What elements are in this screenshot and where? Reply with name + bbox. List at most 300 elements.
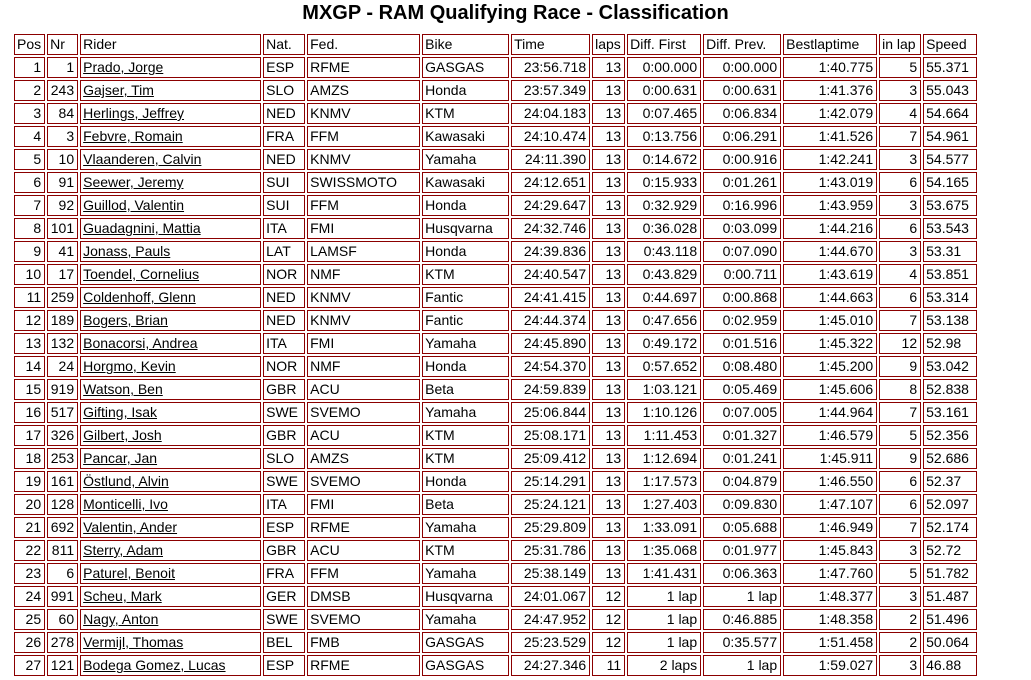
cell-fed: AMZS bbox=[307, 80, 420, 101]
cell-rider bbox=[80, 402, 261, 423]
rider-link[interactable]: Valentin, Ander bbox=[83, 519, 178, 535]
cell-time: 24:12.651 bbox=[511, 172, 590, 193]
cell-pos: 17 bbox=[14, 425, 45, 446]
cell-diff-first: 0:14.672 bbox=[627, 149, 701, 170]
cell-time: 24:41.415 bbox=[511, 287, 590, 308]
cell-bestlaptime: 1:45.606 bbox=[783, 379, 877, 400]
table-row bbox=[14, 287, 977, 308]
cell-nat: NOR bbox=[263, 264, 305, 285]
cell-rider bbox=[80, 80, 261, 101]
cell-speed: 52.097 bbox=[923, 494, 977, 515]
cell-in-lap: 8 bbox=[879, 379, 921, 400]
cell-speed: 52.686 bbox=[923, 448, 977, 469]
cell-speed: 54.664 bbox=[923, 103, 977, 124]
cell-bestlaptime: 1:44.216 bbox=[783, 218, 877, 239]
cell-speed: 53.161 bbox=[923, 402, 977, 423]
cell-laps: 13 bbox=[592, 517, 625, 538]
cell-in-lap: 7 bbox=[879, 126, 921, 147]
cell-rider bbox=[80, 195, 261, 216]
cell-in-lap: 3 bbox=[879, 149, 921, 170]
cell-nr: 128 bbox=[47, 494, 78, 515]
table-row bbox=[14, 149, 977, 170]
cell-diff-prev: 0:00.868 bbox=[703, 287, 781, 308]
column-header-diff-prev: Diff. Prev. bbox=[703, 34, 781, 55]
rider-link[interactable]: Gajser, Tim bbox=[83, 82, 154, 98]
cell-pos: 19 bbox=[14, 471, 45, 492]
table-row bbox=[14, 425, 977, 446]
column-header-time: Time bbox=[511, 34, 590, 55]
cell-bike: Yamaha bbox=[422, 563, 509, 584]
cell-in-lap: 7 bbox=[879, 402, 921, 423]
cell-bestlaptime: 1:44.964 bbox=[783, 402, 877, 423]
table-row bbox=[14, 333, 977, 354]
cell-nr: 84 bbox=[47, 103, 78, 124]
cell-pos: 26 bbox=[14, 632, 45, 653]
cell-diff-prev: 0:00.711 bbox=[703, 264, 781, 285]
cell-laps: 13 bbox=[592, 425, 625, 446]
table-row bbox=[14, 586, 977, 607]
cell-in-lap: 12 bbox=[879, 333, 921, 354]
cell-diff-first: 0:43.829 bbox=[627, 264, 701, 285]
cell-rider bbox=[80, 586, 261, 607]
cell-laps: 13 bbox=[592, 80, 625, 101]
cell-diff-prev: 0:00.000 bbox=[703, 57, 781, 78]
cell-bike: Kawasaki bbox=[422, 172, 509, 193]
cell-diff-first: 0:57.652 bbox=[627, 356, 701, 377]
cell-speed: 54.961 bbox=[923, 126, 977, 147]
cell-rider bbox=[80, 103, 261, 124]
table-row bbox=[14, 448, 977, 469]
cell-time: 25:31.786 bbox=[511, 540, 590, 561]
cell-pos: 8 bbox=[14, 218, 45, 239]
rider-link[interactable]: Bogers, Brian bbox=[83, 312, 168, 328]
cell-rider bbox=[80, 517, 261, 538]
cell-diff-first: 0:49.172 bbox=[627, 333, 701, 354]
cell-time: 24:40.547 bbox=[511, 264, 590, 285]
table-row bbox=[14, 195, 977, 216]
cell-time: 24:10.474 bbox=[511, 126, 590, 147]
rider-link[interactable]: Paturel, Benoit bbox=[83, 565, 175, 581]
cell-diff-first: 1:17.573 bbox=[627, 471, 701, 492]
cell-bestlaptime: 1:43.619 bbox=[783, 264, 877, 285]
cell-nr: 91 bbox=[47, 172, 78, 193]
cell-in-lap: 3 bbox=[879, 241, 921, 262]
cell-nat: ITA bbox=[263, 333, 305, 354]
cell-laps: 12 bbox=[592, 632, 625, 653]
cell-diff-prev: 0:05.688 bbox=[703, 517, 781, 538]
rider-link[interactable]: Vermijl, Thomas bbox=[83, 634, 184, 650]
cell-diff-prev: 0:07.005 bbox=[703, 402, 781, 423]
cell-bestlaptime: 1:46.949 bbox=[783, 517, 877, 538]
cell-nr: 326 bbox=[47, 425, 78, 446]
page-title: MXGP - RAM Qualifying Race - Classification bbox=[302, 2, 729, 24]
cell-laps: 13 bbox=[592, 563, 625, 584]
cell-time: 25:14.291 bbox=[511, 471, 590, 492]
rider-link[interactable]: Vlaanderen, Calvin bbox=[83, 151, 202, 167]
cell-time: 25:38.149 bbox=[511, 563, 590, 584]
cell-nat: SLO bbox=[263, 448, 305, 469]
table-row bbox=[14, 172, 977, 193]
cell-in-lap: 2 bbox=[879, 632, 921, 653]
cell-in-lap: 6 bbox=[879, 218, 921, 239]
cell-pos: 5 bbox=[14, 149, 45, 170]
cell-fed: KNMV bbox=[307, 310, 420, 331]
cell-bestlaptime: 1:45.322 bbox=[783, 333, 877, 354]
cell-diff-prev: 0:35.577 bbox=[703, 632, 781, 653]
cell-pos: 20 bbox=[14, 494, 45, 515]
rider-link[interactable]: Guillod, Valentin bbox=[83, 197, 185, 213]
cell-time: 24:54.370 bbox=[511, 356, 590, 377]
cell-pos: 16 bbox=[14, 402, 45, 423]
cell-bestlaptime: 1:40.775 bbox=[783, 57, 877, 78]
column-header-laps: laps bbox=[592, 34, 625, 55]
cell-fed: FFM bbox=[307, 195, 420, 216]
cell-laps: 13 bbox=[592, 402, 625, 423]
cell-pos: 1 bbox=[14, 57, 45, 78]
cell-in-lap: 3 bbox=[879, 655, 921, 676]
cell-rider bbox=[80, 609, 261, 630]
cell-bestlaptime: 1:45.010 bbox=[783, 310, 877, 331]
cell-rider bbox=[80, 149, 261, 170]
cell-nat: SUI bbox=[263, 172, 305, 193]
cell-laps: 13 bbox=[592, 218, 625, 239]
table-row bbox=[14, 494, 977, 515]
cell-nat: FRA bbox=[263, 563, 305, 584]
cell-laps: 13 bbox=[592, 264, 625, 285]
cell-laps: 13 bbox=[592, 379, 625, 400]
cell-fed: SWISSMOTO bbox=[307, 172, 420, 193]
cell-speed: 53.543 bbox=[923, 218, 977, 239]
cell-bike: GASGAS bbox=[422, 655, 509, 676]
rider-link[interactable]: Toendel, Cornelius bbox=[83, 266, 200, 282]
cell-bike: KTM bbox=[422, 103, 509, 124]
cell-rider bbox=[80, 563, 261, 584]
cell-bestlaptime: 1:42.241 bbox=[783, 149, 877, 170]
cell-bestlaptime: 1:42.079 bbox=[783, 103, 877, 124]
cell-nat: ITA bbox=[263, 218, 305, 239]
cell-time: 24:29.647 bbox=[511, 195, 590, 216]
table-header-row bbox=[14, 34, 977, 55]
cell-nr: 189 bbox=[47, 310, 78, 331]
cell-bike: Yamaha bbox=[422, 333, 509, 354]
column-header-diff-first: Diff. First bbox=[627, 34, 701, 55]
rider-link[interactable]: Guadagnini, Mattia bbox=[83, 220, 201, 236]
cell-fed: ACU bbox=[307, 425, 420, 446]
cell-in-lap: 5 bbox=[879, 425, 921, 446]
cell-time: 25:09.412 bbox=[511, 448, 590, 469]
cell-pos: 10 bbox=[14, 264, 45, 285]
cell-fed: FFM bbox=[307, 126, 420, 147]
cell-bike: Honda bbox=[422, 80, 509, 101]
cell-nr: 10 bbox=[47, 149, 78, 170]
cell-diff-first: 1:41.431 bbox=[627, 563, 701, 584]
cell-nat: FRA bbox=[263, 126, 305, 147]
cell-time: 25:06.844 bbox=[511, 402, 590, 423]
cell-nat: SWE bbox=[263, 471, 305, 492]
cell-nat: GBR bbox=[263, 379, 305, 400]
cell-nat: SWE bbox=[263, 402, 305, 423]
cell-nr: 6 bbox=[47, 563, 78, 584]
cell-speed: 53.138 bbox=[923, 310, 977, 331]
cell-fed: SVEMO bbox=[307, 471, 420, 492]
cell-fed: ACU bbox=[307, 379, 420, 400]
cell-pos: 2 bbox=[14, 80, 45, 101]
rider-link[interactable]: Coldenhoff, Glenn bbox=[83, 289, 196, 305]
cell-bestlaptime: 1:45.200 bbox=[783, 356, 877, 377]
table-row bbox=[14, 80, 977, 101]
cell-time: 24:01.067 bbox=[511, 586, 590, 607]
cell-nat: ESP bbox=[263, 517, 305, 538]
cell-bike: Yamaha bbox=[422, 609, 509, 630]
cell-speed: 54.165 bbox=[923, 172, 977, 193]
cell-in-lap: 3 bbox=[879, 195, 921, 216]
rider-link[interactable]: Sterry, Adam bbox=[83, 542, 164, 558]
cell-nr: 161 bbox=[47, 471, 78, 492]
cell-bike: GASGAS bbox=[422, 57, 509, 78]
cell-laps: 13 bbox=[592, 57, 625, 78]
cell-bestlaptime: 1:46.579 bbox=[783, 425, 877, 446]
cell-bestlaptime: 1:45.911 bbox=[783, 448, 877, 469]
rider-link[interactable]: Jonass, Pauls bbox=[83, 243, 171, 259]
cell-speed: 52.37 bbox=[923, 471, 977, 492]
cell-in-lap: 5 bbox=[879, 57, 921, 78]
cell-in-lap: 4 bbox=[879, 264, 921, 285]
cell-laps: 13 bbox=[592, 448, 625, 469]
rider-link[interactable]: Prado, Jorge bbox=[83, 59, 164, 75]
cell-fed: FMI bbox=[307, 494, 420, 515]
cell-rider bbox=[80, 264, 261, 285]
cell-pos: 9 bbox=[14, 241, 45, 262]
table-row bbox=[14, 563, 977, 584]
cell-speed: 52.838 bbox=[923, 379, 977, 400]
cell-rider bbox=[80, 356, 261, 377]
cell-bike: GASGAS bbox=[422, 632, 509, 653]
rider-link[interactable]: Bonacorsi, Andrea bbox=[83, 335, 198, 351]
cell-laps: 13 bbox=[592, 494, 625, 515]
cell-speed: 53.314 bbox=[923, 287, 977, 308]
cell-laps: 13 bbox=[592, 287, 625, 308]
cell-in-lap: 9 bbox=[879, 356, 921, 377]
cell-rider bbox=[80, 494, 261, 515]
rider-link[interactable]: Watson, Ben bbox=[83, 381, 163, 397]
cell-speed: 53.851 bbox=[923, 264, 977, 285]
cell-speed: 50.064 bbox=[923, 632, 977, 653]
cell-nr: 132 bbox=[47, 333, 78, 354]
cell-diff-first: 0:00.631 bbox=[627, 80, 701, 101]
rider-link[interactable]: Monticelli, Ivo bbox=[83, 496, 168, 512]
rider-link[interactable]: Horgmo, Kevin bbox=[83, 358, 176, 374]
cell-laps: 13 bbox=[592, 126, 625, 147]
cell-laps: 13 bbox=[592, 172, 625, 193]
cell-diff-first: 1:12.694 bbox=[627, 448, 701, 469]
cell-rider bbox=[80, 379, 261, 400]
cell-diff-prev: 0:00.916 bbox=[703, 149, 781, 170]
cell-laps: 11 bbox=[592, 655, 625, 676]
cell-bestlaptime: 1:48.377 bbox=[783, 586, 877, 607]
table-row bbox=[14, 379, 977, 400]
cell-bestlaptime: 1:47.760 bbox=[783, 563, 877, 584]
cell-diff-first: 1 lap bbox=[627, 586, 701, 607]
cell-time: 24:11.390 bbox=[511, 149, 590, 170]
rider-link[interactable]: Gifting, Isak bbox=[83, 404, 158, 420]
cell-fed: NMF bbox=[307, 356, 420, 377]
cell-fed: RFME bbox=[307, 57, 420, 78]
cell-rider bbox=[80, 425, 261, 446]
cell-bike: KTM bbox=[422, 540, 509, 561]
cell-in-lap: 6 bbox=[879, 287, 921, 308]
cell-diff-prev: 0:03.099 bbox=[703, 218, 781, 239]
cell-bike: Honda bbox=[422, 471, 509, 492]
cell-bike: Fantic bbox=[422, 310, 509, 331]
cell-pos: 6 bbox=[14, 172, 45, 193]
cell-rider bbox=[80, 287, 261, 308]
cell-nr: 121 bbox=[47, 655, 78, 676]
cell-in-lap: 6 bbox=[879, 494, 921, 515]
rider-link[interactable]: Nagy, Anton bbox=[83, 611, 159, 627]
cell-nat: GBR bbox=[263, 540, 305, 561]
cell-laps: 13 bbox=[592, 310, 625, 331]
cell-nat: NOR bbox=[263, 356, 305, 377]
cell-nat: BEL bbox=[263, 632, 305, 653]
rider-link[interactable]: Febvre, Romain bbox=[83, 128, 183, 144]
cell-rider bbox=[80, 126, 261, 147]
cell-bike: KTM bbox=[422, 448, 509, 469]
cell-bike: Beta bbox=[422, 494, 509, 515]
table-row bbox=[14, 402, 977, 423]
cell-fed: KNMV bbox=[307, 149, 420, 170]
rider-link[interactable]: Gilbert, Josh bbox=[83, 427, 162, 443]
column-header-bike: Bike bbox=[422, 34, 509, 55]
cell-pos: 15 bbox=[14, 379, 45, 400]
cell-diff-prev: 1 lap bbox=[703, 655, 781, 676]
cell-rider bbox=[80, 655, 261, 676]
cell-diff-prev: 0:02.959 bbox=[703, 310, 781, 331]
table-row bbox=[14, 241, 977, 262]
cell-laps: 13 bbox=[592, 103, 625, 124]
cell-nr: 1 bbox=[47, 57, 78, 78]
cell-bestlaptime: 1:51.458 bbox=[783, 632, 877, 653]
cell-speed: 51.782 bbox=[923, 563, 977, 584]
rider-link[interactable]: Seewer, Jeremy bbox=[83, 174, 184, 190]
cell-bestlaptime: 1:44.663 bbox=[783, 287, 877, 308]
cell-pos: 13 bbox=[14, 333, 45, 354]
table-row bbox=[14, 632, 977, 653]
cell-laps: 12 bbox=[592, 586, 625, 607]
cell-rider bbox=[80, 540, 261, 561]
cell-laps: 13 bbox=[592, 540, 625, 561]
cell-diff-first: 1 lap bbox=[627, 632, 701, 653]
cell-rider bbox=[80, 241, 261, 262]
cell-rider bbox=[80, 310, 261, 331]
cell-time: 24:47.952 bbox=[511, 609, 590, 630]
cell-diff-first: 0:07.465 bbox=[627, 103, 701, 124]
cell-nr: 60 bbox=[47, 609, 78, 630]
cell-in-lap: 4 bbox=[879, 103, 921, 124]
cell-nat: ESP bbox=[263, 57, 305, 78]
cell-diff-prev: 0:01.977 bbox=[703, 540, 781, 561]
cell-bestlaptime: 1:45.843 bbox=[783, 540, 877, 561]
cell-bestlaptime: 1:47.107 bbox=[783, 494, 877, 515]
cell-nr: 517 bbox=[47, 402, 78, 423]
cell-pos: 21 bbox=[14, 517, 45, 538]
cell-nat: ITA bbox=[263, 494, 305, 515]
cell-time: 24:32.746 bbox=[511, 218, 590, 239]
cell-fed: LAMSF bbox=[307, 241, 420, 262]
cell-diff-prev: 0:09.830 bbox=[703, 494, 781, 515]
cell-bike: KTM bbox=[422, 264, 509, 285]
table-row bbox=[14, 609, 977, 630]
cell-nat: NED bbox=[263, 149, 305, 170]
cell-nr: 17 bbox=[47, 264, 78, 285]
cell-bestlaptime: 1:43.019 bbox=[783, 172, 877, 193]
cell-pos: 11 bbox=[14, 287, 45, 308]
cell-time: 25:08.171 bbox=[511, 425, 590, 446]
cell-pos: 18 bbox=[14, 448, 45, 469]
cell-speed: 52.174 bbox=[923, 517, 977, 538]
table-row bbox=[14, 655, 977, 676]
cell-diff-first: 0:00.000 bbox=[627, 57, 701, 78]
cell-nr: 919 bbox=[47, 379, 78, 400]
cell-laps: 13 bbox=[592, 241, 625, 262]
cell-in-lap: 3 bbox=[879, 80, 921, 101]
cell-bike: KTM bbox=[422, 425, 509, 446]
cell-bestlaptime: 1:41.526 bbox=[783, 126, 877, 147]
table-row bbox=[14, 103, 977, 124]
cell-fed: ACU bbox=[307, 540, 420, 561]
cell-diff-prev: 0:07.090 bbox=[703, 241, 781, 262]
cell-nr: 692 bbox=[47, 517, 78, 538]
cell-in-lap: 6 bbox=[879, 172, 921, 193]
cell-in-lap: 2 bbox=[879, 609, 921, 630]
cell-laps: 13 bbox=[592, 149, 625, 170]
cell-diff-prev: 0:01.261 bbox=[703, 172, 781, 193]
cell-diff-first: 0:13.756 bbox=[627, 126, 701, 147]
rider-link[interactable]: Pancar, Jan bbox=[83, 450, 158, 466]
cell-pos: 14 bbox=[14, 356, 45, 377]
cell-diff-first: 0:44.697 bbox=[627, 287, 701, 308]
column-header-speed: Speed bbox=[923, 34, 977, 55]
cell-diff-prev: 0:01.516 bbox=[703, 333, 781, 354]
rider-link[interactable]: Östlund, Alvin bbox=[83, 473, 169, 489]
cell-speed: 51.487 bbox=[923, 586, 977, 607]
cell-laps: 12 bbox=[592, 609, 625, 630]
cell-in-lap: 9 bbox=[879, 448, 921, 469]
rider-link[interactable]: Bodega Gomez, Lucas bbox=[83, 657, 226, 673]
cell-speed: 53.31 bbox=[923, 241, 977, 262]
cell-speed: 46.88 bbox=[923, 655, 977, 676]
cell-bike: Yamaha bbox=[422, 149, 509, 170]
cell-bestlaptime: 1:59.027 bbox=[783, 655, 877, 676]
cell-nat: SLO bbox=[263, 80, 305, 101]
cell-rider bbox=[80, 448, 261, 469]
cell-nr: 278 bbox=[47, 632, 78, 653]
cell-diff-first: 2 laps bbox=[627, 655, 701, 676]
cell-pos: 25 bbox=[14, 609, 45, 630]
cell-time: 24:27.346 bbox=[511, 655, 590, 676]
cell-in-lap: 6 bbox=[879, 471, 921, 492]
cell-diff-first: 1:10.126 bbox=[627, 402, 701, 423]
rider-link[interactable]: Herlings, Jeffrey bbox=[83, 105, 185, 121]
cell-nat: NED bbox=[263, 310, 305, 331]
cell-laps: 13 bbox=[592, 333, 625, 354]
cell-time: 24:45.890 bbox=[511, 333, 590, 354]
cell-fed: FMI bbox=[307, 333, 420, 354]
cell-bike: Honda bbox=[422, 356, 509, 377]
cell-fed: FFM bbox=[307, 563, 420, 584]
cell-pos: 12 bbox=[14, 310, 45, 331]
cell-nat: NED bbox=[263, 287, 305, 308]
rider-link[interactable]: Scheu, Mark bbox=[83, 588, 162, 604]
